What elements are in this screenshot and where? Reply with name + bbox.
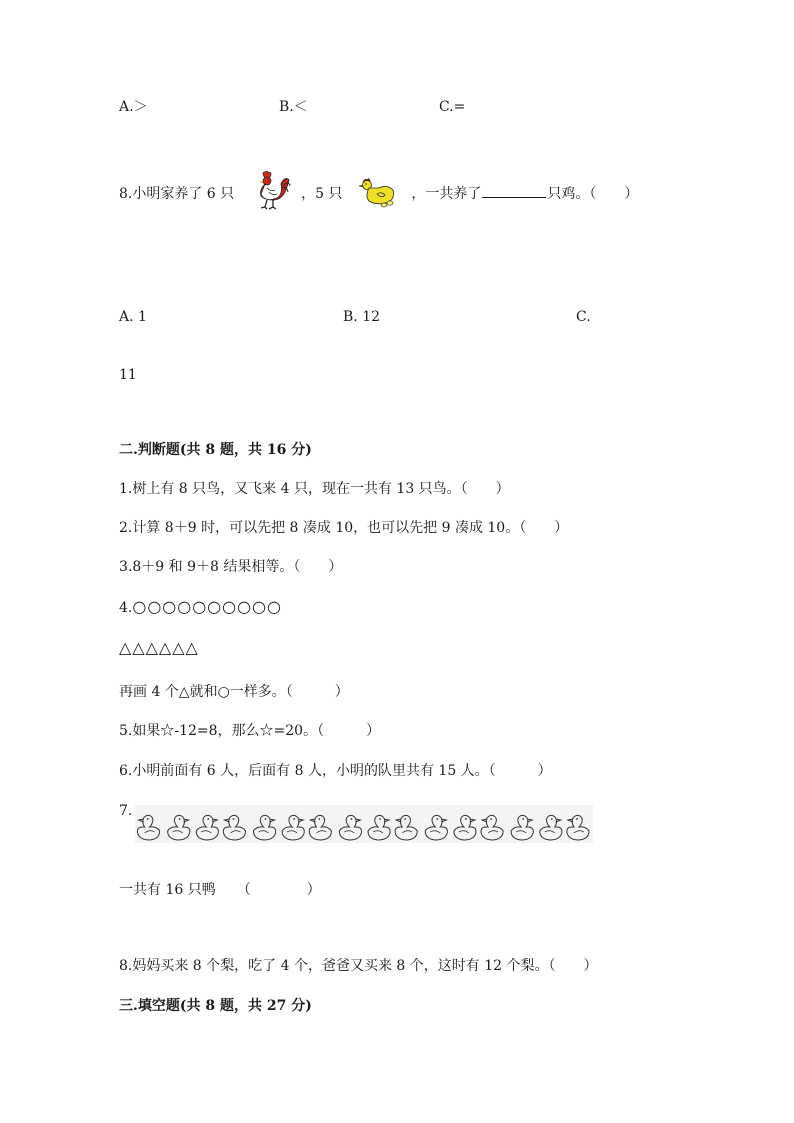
duck-icon xyxy=(368,815,390,840)
judge-item-5: 5.如果☆-12=8，那么☆=20。（ ） xyxy=(119,723,381,739)
q4-label: 4. xyxy=(119,600,133,616)
judge-item-7-text: 一共有 16 只鸭 （ ） xyxy=(119,882,321,898)
section-2-title: 二.判断题(共 8 题，共 16 分) xyxy=(119,442,312,458)
duck-icon xyxy=(254,815,276,840)
triangle-row: △△△△△△ xyxy=(119,638,199,657)
question-8 xyxy=(119,170,638,210)
q7-option-c: C.= xyxy=(439,99,466,115)
q8-option-c-value: 11 xyxy=(119,367,137,383)
duck-icon xyxy=(282,815,304,840)
q8-option-c: C. xyxy=(576,309,591,325)
duck-icon xyxy=(511,815,533,840)
duck-icon xyxy=(481,815,503,840)
duck-icon xyxy=(223,815,245,840)
section-3-title: 三.填空题(共 8 题，共 27 分) xyxy=(119,998,312,1014)
duck-icon xyxy=(395,815,417,840)
q7-option-a: A.＞ xyxy=(119,99,148,115)
judge-item-4-circles-row xyxy=(119,597,282,618)
hen-icon xyxy=(357,174,397,208)
judge-item-3: 3.8＋9 和 9＋8 结果相等。（ ） xyxy=(119,559,343,575)
q8-option-a: A. 1 xyxy=(119,309,147,325)
duck-strip-svg xyxy=(135,805,593,843)
q8-text-part1: 8.小明家养了 6 只 xyxy=(119,186,235,202)
judge-item-8: 8.妈妈买来 8 个梨，吃了 4 个，爸爸又买来 8 个，这时有 12 个梨。（ ） xyxy=(119,958,598,974)
judge-item-1: 1.树上有 8 只鸟，又飞来 4 只，现在一共有 13 只鸟。（ ） xyxy=(119,481,510,497)
rooster-icon xyxy=(245,170,291,210)
q8-answer-blank[interactable] xyxy=(482,182,546,198)
q8-text-part4: 只鸡。（ ） xyxy=(547,186,639,202)
duck-icon xyxy=(454,815,476,840)
q8-option-b: B. 12 xyxy=(343,309,381,325)
q7-option-b: B.＜ xyxy=(279,99,308,115)
judge-item-2: 2.计算 8＋9 时，可以先把 8 凑成 10，也可以先把 9 凑成 10。（ ） xyxy=(119,520,569,536)
duck-icon xyxy=(540,815,562,840)
duck-icon xyxy=(567,815,589,840)
duck-icon xyxy=(137,815,159,840)
judge-item-4-text: 再画 4 个△就和○一样多。（ ） xyxy=(119,684,349,700)
duck-icon xyxy=(309,815,331,840)
duck-icon xyxy=(425,815,447,840)
duck-icon xyxy=(339,815,361,840)
duck-icon xyxy=(168,815,190,840)
q8-text-part2: ，5 只 xyxy=(301,186,343,202)
q8-text-part3: ，一共养了 xyxy=(411,186,482,202)
judge-item-7-label: 7. xyxy=(119,803,133,819)
circle-row: ○○○○○○○○○○ xyxy=(132,597,282,616)
duck-strip xyxy=(135,805,593,843)
judge-item-6: 6.小明前面有 6 人，后面有 8 人，小明的队里共有 15 人。（ ） xyxy=(119,763,552,779)
duck-icon xyxy=(196,815,218,840)
